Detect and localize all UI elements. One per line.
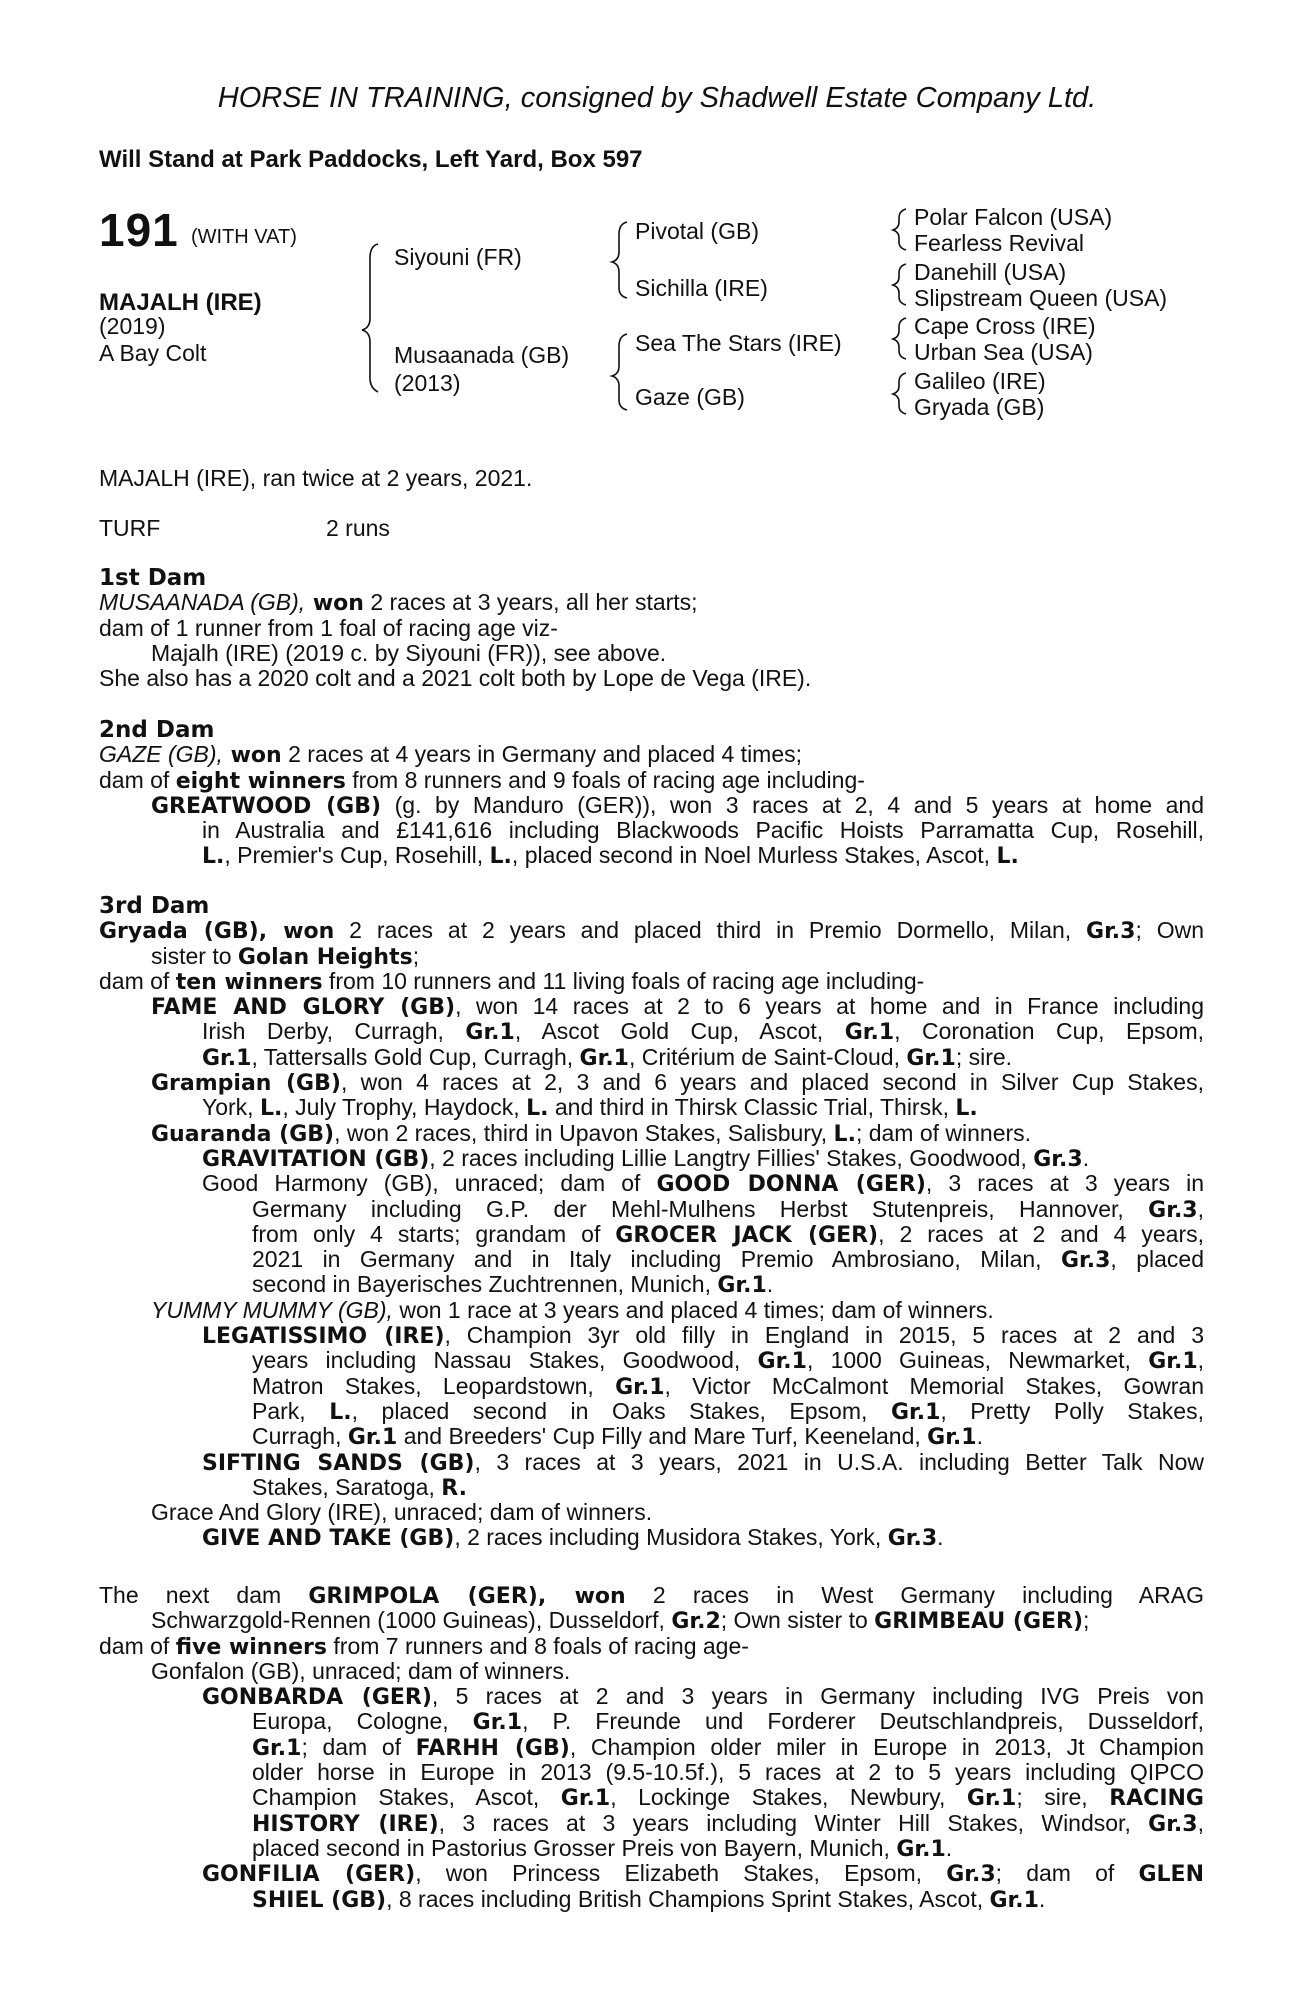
race-grade: Gr.1	[844, 1020, 895, 1046]
text-run: 2 races at 3 years, all her starts;	[363, 589, 698, 616]
progeny-name: GRAVITATION (GB)	[202, 1146, 430, 1172]
progeny-name: Grampian (GB)	[151, 1071, 341, 1097]
text-run: second in Bayerisches Zuchtrennen, Munich,	[252, 1271, 718, 1298]
text-run: , July Trophy, Haydock,	[282, 1094, 527, 1121]
text-run: Grace And Glory (IRE), unraced; dam of winners.	[151, 1499, 653, 1526]
race-grade: R.	[441, 1475, 467, 1501]
text-run: (g. by Manduro (GER)), won 3 races at 2, 4 and 5 years at home and	[381, 791, 1204, 818]
second-dam-section	[99, 717, 1204, 869]
race-grade: Gr.3	[1086, 919, 1136, 945]
text-run: , won 14 races at 2 to 6 years at home and in France including	[455, 993, 1205, 1020]
race-grade: Gr.1	[989, 1887, 1039, 1913]
pedigree-g4: Slipstream Queen (USA)	[914, 285, 1168, 311]
text-run: , won 2 races, third in Upavon Stakes, Salisbury,	[334, 1119, 834, 1146]
race-grade: L.	[489, 844, 512, 870]
progeny-name: FARHH (GB)	[415, 1735, 570, 1761]
text-run: ; dam of	[301, 1733, 416, 1760]
text-run: , 3 races at 3 years in	[925, 1170, 1204, 1197]
text-run: , 2 races at 2 and 4 years,	[878, 1220, 1204, 1247]
horse-name: MAJALH (IRE)	[99, 289, 262, 316]
race-grade: Gr.1	[757, 1349, 807, 1375]
race-grade: Gr.3	[1033, 1146, 1083, 1172]
text-run: ; sire,	[1016, 1784, 1110, 1811]
race-grade: Gr.1	[252, 1735, 302, 1761]
pedigree-dam-sire: Sea The Stars (IRE)	[635, 330, 842, 356]
turf-runs: 2 runs	[326, 515, 390, 541]
race-grade: L.	[996, 844, 1019, 870]
race-summary: MAJALH (IRE), ran twice at 2 years, 2021.	[99, 465, 533, 491]
text-run: from 10 runners and 11 living foals of racing age including-	[322, 967, 925, 994]
turf-label: TURF	[99, 515, 161, 541]
text-run: older horse in Europe in 2013 (9.5-10.5f.), 5 races at 2 to 5 years including QIPCO	[252, 1759, 1204, 1786]
text-run: 2 races in West Germany including ARAG	[625, 1582, 1204, 1608]
text-run: from 8 runners and 9 foals of racing age including-	[345, 766, 865, 793]
race-grade: L.	[526, 1096, 549, 1122]
text-run: from only 4 starts; grandam of	[252, 1220, 616, 1247]
pedigree-sire-dam: Sichilla (IRE)	[635, 275, 768, 301]
text-run: , Coronation Cup, Epsom,	[894, 1018, 1205, 1045]
text-run: Good Harmony (GB), unraced; dam of	[202, 1170, 657, 1197]
race-grade: Gr.1	[717, 1273, 767, 1299]
progeny-name: GONFILIA (GER)	[202, 1862, 416, 1888]
text-run: ,	[1197, 1347, 1205, 1374]
race-grade: Gr.3	[1060, 1248, 1111, 1274]
won-label: won	[222, 743, 282, 769]
first-dam-section	[99, 565, 1204, 691]
text-run: She also has a 2020 colt and a 2021 colt both by Lope de Vega (IRE).	[99, 665, 812, 692]
progeny-name: GOOD DONNA (GER)	[656, 1172, 926, 1198]
race-grade: Gr.1	[472, 1710, 523, 1736]
text-run: , Lockinge Stakes, Newbury,	[610, 1784, 967, 1811]
dam-name: GAZE (GB),	[99, 741, 223, 768]
sister-name: GRIMBEAU (GER)	[874, 1609, 1084, 1635]
text-run: The next dam	[99, 1582, 309, 1608]
text-run: ; dam of	[995, 1860, 1139, 1887]
text-run: , 8 races including British Champions Sprint Stakes, Ascot,	[386, 1885, 990, 1912]
text-run: , Pretty Polly Stakes,	[940, 1397, 1204, 1424]
text-run: ;	[1083, 1607, 1090, 1634]
winners-count: eight winners	[175, 768, 346, 794]
text-run: , won 4 races at 2, 3 and 6 years and placed second in Silver Cup Stakes,	[340, 1069, 1204, 1096]
section-heading: 1st Dam	[99, 565, 207, 591]
text-run: , Tattersalls Gold Cup, Curragh,	[251, 1043, 580, 1070]
text-run: .	[766, 1271, 774, 1298]
pedigree-g1: Polar Falcon (USA)	[914, 204, 1113, 230]
text-run: .	[976, 1423, 983, 1450]
text-run: in Australia and £141,616 including Blackwoods Pacific Hoists Parramatta Cup, Rosehill,	[202, 817, 1204, 844]
text-run: , Premier's Cup, Rosehill,	[224, 842, 490, 869]
text-run: , placed second in Oaks Stakes, Epsom,	[351, 1397, 891, 1424]
text-run: .	[937, 1524, 944, 1551]
text-run: , 1000 Guineas, Newmarket,	[806, 1347, 1149, 1374]
text-run: years including Nassau Stakes, Goodwood,	[252, 1347, 758, 1374]
text-run: , placed second in Noel Murless Stakes, Ascot,	[511, 842, 997, 869]
text-run: , placed	[1110, 1246, 1204, 1273]
race-grade: L.	[833, 1121, 856, 1147]
text-run: and third in Thirsk Classic Trial, Thirsk,	[548, 1094, 956, 1121]
progeny-name: FAME AND GLORY (GB)	[151, 995, 456, 1021]
text-run: Majalh (IRE) (2019 c. by Siyouni (FR)), see above.	[151, 639, 667, 666]
pedigree-g8: Gryada (GB)	[914, 394, 1045, 420]
text-run: sister to	[151, 942, 238, 969]
won-label: won	[267, 919, 335, 945]
pedigree-g6: Urban Sea (USA)	[914, 339, 1093, 365]
text-run: dam of	[99, 1632, 176, 1659]
pedigree-sire: Siyouni (FR)	[394, 244, 522, 270]
text-run: .	[1038, 1885, 1046, 1912]
pedigree-g5: Cape Cross (IRE)	[914, 313, 1096, 339]
text-run: , 3 races at 3 years, 2021 in U.S.A. including Better Talk Now	[474, 1448, 1205, 1475]
text-run: , 3 races at 3 years including Winter Hill Stakes, Windsor,	[438, 1809, 1149, 1836]
vat-note: (WITH VAT)	[191, 226, 297, 248]
pedigree-g7: Galileo (IRE)	[914, 368, 1046, 394]
race-grade: Gr.3	[1148, 1197, 1198, 1223]
race-grade: Gr.3	[946, 1862, 996, 1888]
next-dam-section	[99, 1583, 1204, 1912]
progeny-name: YUMMY MUMMY (GB),	[151, 1296, 393, 1323]
text-run: , Champion older miler in Europe in 2013, Jt Champion	[569, 1733, 1205, 1760]
text-run: Curragh,	[252, 1423, 348, 1450]
won-label: won	[546, 1584, 626, 1609]
text-run: ; Own sister to	[720, 1607, 875, 1634]
text-run: Stakes, Saratoga,	[252, 1473, 442, 1500]
race-grade: Gr.1	[890, 1399, 941, 1425]
race-grade: L.	[259, 1096, 283, 1122]
progeny-name: GONBARDA (GER)	[202, 1685, 432, 1711]
text-run: Champion Stakes, Ascot,	[252, 1784, 561, 1811]
horse-year: (2019)	[99, 313, 166, 339]
text-run: from 7 runners and 8 foals of racing age-	[327, 1632, 749, 1659]
text-run: , 2 races including Lillie Langtry Fillies' Stakes, Goodwood,	[429, 1144, 1034, 1171]
progeny-name: GREATWOOD (GB)	[151, 793, 382, 819]
text-run: Gonfalon (GB), unraced; dam of winners.	[151, 1657, 571, 1684]
progeny-name: Guaranda (GB)	[151, 1121, 335, 1147]
dam-name: GRIMPOLA (GER),	[308, 1584, 547, 1609]
text-run: ; Own	[1135, 917, 1204, 944]
race-grade: Gr.3	[1148, 1811, 1198, 1837]
section-heading: 3rd Dam	[99, 893, 210, 919]
dam-name: MUSAANADA (GB),	[99, 589, 306, 616]
text-run: dam of	[99, 967, 176, 994]
text-run: 2 races at 2 years and placed third in Premio Dormello, Milan,	[334, 917, 1087, 944]
race-grade: L.	[202, 844, 225, 870]
text-run: 2021 in Germany and in Italy including Premio Ambrosiano, Milan,	[252, 1246, 1061, 1273]
dam-name: Gryada (GB),	[99, 919, 268, 945]
text-run: ,	[1197, 1195, 1204, 1222]
text-run: ,	[1197, 1809, 1204, 1836]
text-run: , Champion 3yr old filly in England in 2015, 5 races at 2 and 3	[444, 1322, 1204, 1349]
race-grade: Gr.1	[896, 1836, 946, 1862]
text-run: , Ascot Gold Cup, Ascot,	[514, 1018, 845, 1045]
sister-name: Golan Heights	[237, 944, 413, 970]
winners-count: five winners	[175, 1634, 328, 1660]
pedigree-dam-dam: Gaze (GB)	[635, 384, 745, 410]
text-run: , 2 races including Musidora Stakes, York,	[454, 1524, 888, 1551]
progeny-name: LEGATISSIMO (IRE)	[202, 1324, 445, 1350]
progeny-name: RACING	[1109, 1786, 1204, 1812]
progeny-name: GROCER JACK (GER)	[615, 1222, 879, 1248]
pedigree-g3: Danehill (USA)	[914, 259, 1067, 285]
catalogue-title: HORSE IN TRAINING, consigned by Shadwell Estate Company Ltd.	[217, 82, 1097, 114]
text-run: ;	[412, 942, 420, 969]
text-run: Matron Stakes, Leopardstown,	[252, 1372, 616, 1399]
text-run: , Victor McCalmont Memorial Stakes, Gowran	[664, 1372, 1204, 1399]
text-run: .	[945, 1834, 953, 1861]
race-grade: Gr.1	[906, 1045, 956, 1071]
text-run: York,	[202, 1094, 260, 1121]
winners-count: ten winners	[175, 969, 323, 995]
progeny-name: GIVE AND TAKE (GB)	[202, 1526, 455, 1552]
pedigree-dam: Musaanada (GB)	[394, 342, 570, 368]
pedigree-g2: Fearless Revival	[914, 230, 1084, 256]
text-run: ; dam of winners.	[855, 1119, 1032, 1146]
race-grade: Gr.1	[202, 1045, 252, 1071]
section-heading: 2nd Dam	[99, 717, 215, 743]
progeny-name: GLEN	[1138, 1862, 1204, 1888]
pedigree-dam-year: (2013)	[394, 370, 461, 396]
progeny-name: SHIEL (GB)	[252, 1887, 387, 1913]
race-grade: Gr.1	[966, 1786, 1017, 1812]
horse-description: A Bay Colt	[99, 340, 207, 366]
third-dam-section	[99, 893, 1204, 1551]
text-run: placed second in Pastorius Grosser Preis von Bayern, Munich,	[252, 1834, 897, 1861]
text-run: , Critérium de Saint-Cloud,	[628, 1043, 907, 1070]
race-grade: L.	[329, 1399, 352, 1425]
race-grade: Gr.1	[1148, 1349, 1198, 1375]
lot-number: 191	[99, 204, 179, 256]
race-grade: Gr.1	[347, 1425, 398, 1451]
race-grade: Gr.1	[465, 1020, 515, 1046]
text-run: 2 races at 4 years in Germany and placed 4 times;	[281, 741, 803, 768]
race-grade: Gr.1	[579, 1045, 629, 1071]
text-run: Europa, Cologne,	[252, 1708, 473, 1735]
race-grade: Gr.3	[887, 1526, 938, 1552]
text-run: , won Princess Elizabeth Stakes, Epsom,	[415, 1860, 947, 1887]
text-run: Schwarzgold-Rennen (1000 Guineas), Dusseldorf,	[151, 1607, 672, 1634]
race-grade: L.	[955, 1096, 978, 1122]
race-grade: Gr.1	[615, 1374, 665, 1400]
race-grade: Gr.1	[560, 1786, 611, 1812]
text-run: dam of	[99, 766, 176, 793]
text-run: .	[1082, 1144, 1090, 1171]
progeny-name: HISTORY (IRE)	[252, 1811, 439, 1837]
text-run: won 1 race at 3 years and placed 4 times; dam of winners.	[392, 1296, 994, 1323]
pedigree-sire-sire: Pivotal (GB)	[635, 218, 759, 244]
text-run: Germany including G.P. der Mehl-Mulhens Herbst Stutenpreis, Hannover,	[252, 1195, 1149, 1222]
text-run: Park,	[252, 1397, 330, 1424]
text-run: dam of 1 runner from 1 foal of racing age viz-	[99, 614, 558, 641]
text-run: ; sire.	[955, 1043, 1013, 1070]
won-label: won	[305, 591, 364, 617]
text-run: , 5 races at 2 and 3 years in Germany including IVG Preis von	[431, 1683, 1204, 1710]
race-grade: Gr.1	[927, 1425, 977, 1451]
text-run: and Breeders' Cup Filly and Mare Turf, Keeneland,	[397, 1423, 928, 1450]
text-run: Irish Derby, Curragh,	[202, 1018, 466, 1045]
stand-location: Will Stand at Park Paddocks, Left Yard, Box 597	[99, 146, 643, 173]
race-grade: Gr.2	[671, 1609, 721, 1635]
progeny-name: SIFTING SANDS (GB)	[202, 1450, 475, 1476]
text-run: , P. Freunde und Forderer Deutschlandpreis, Dusseldorf,	[522, 1708, 1204, 1735]
